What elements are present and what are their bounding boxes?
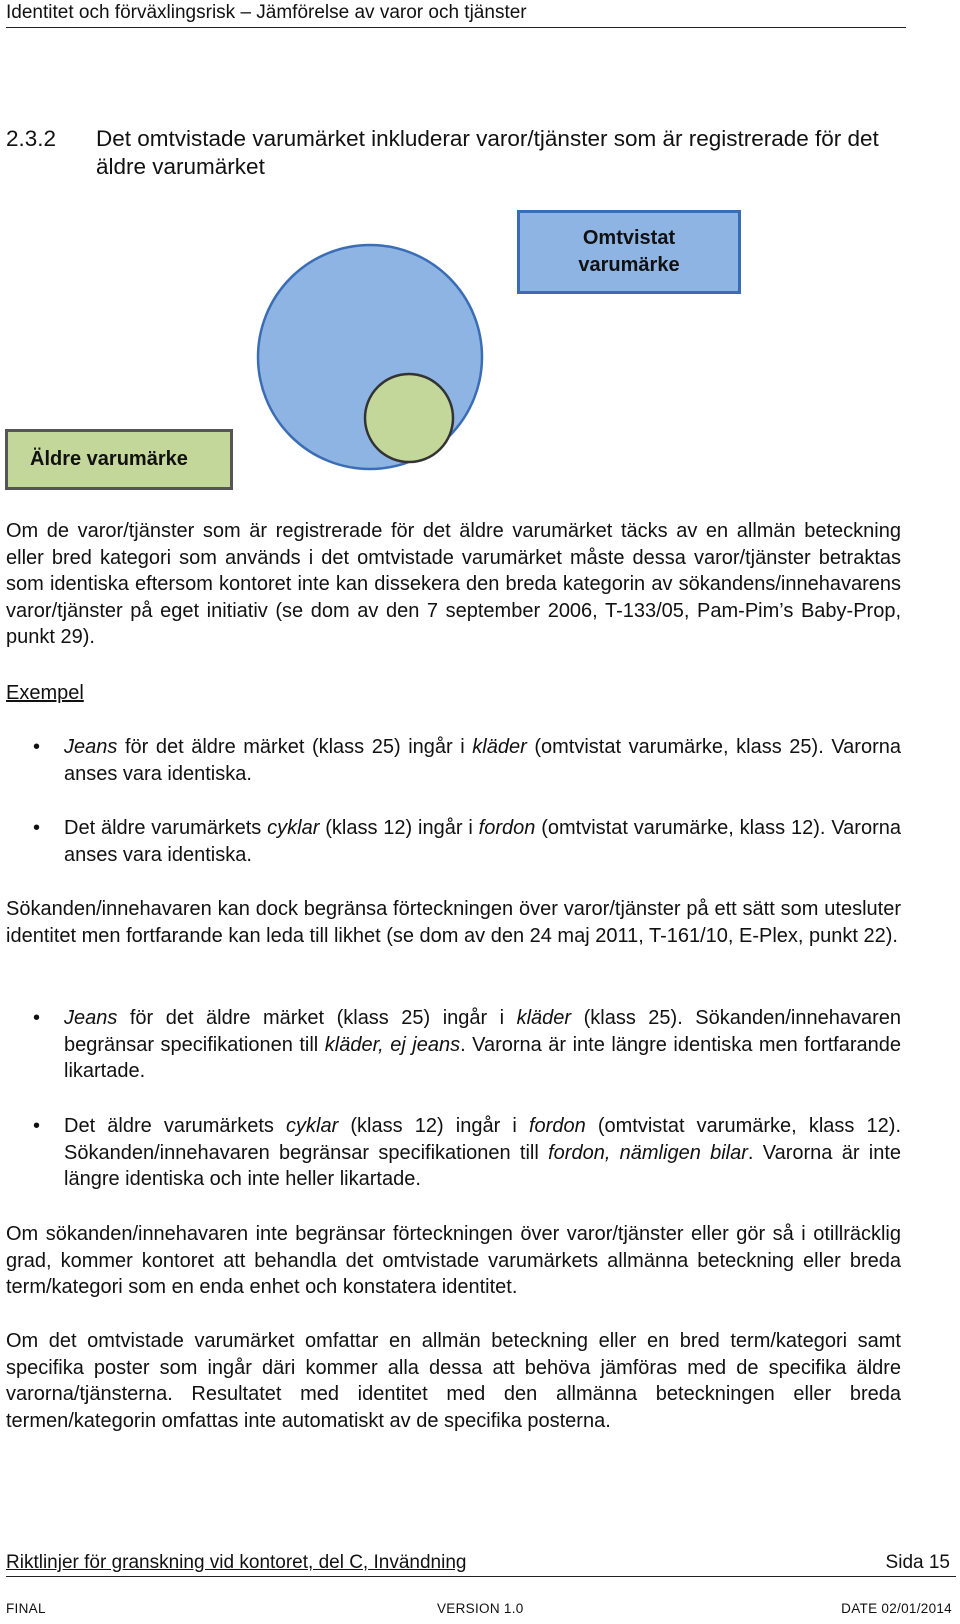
paragraph-2: Sökanden/innehavaren kan dock begränsa förteckningen över varor/tjänster på ett sätt som utesluter identitet men fortfarande kan leda till likhet (se dom av den 24 maj 2011, T-161/10, E-Plex, punkt 22). <box>6 898 901 947</box>
bullet: • <box>33 1115 41 1137</box>
section-number: 2.3.2 <box>6 126 57 151</box>
footer-date: DATE 02/01/2014 <box>841 1601 952 1616</box>
page-number: Sida 15 <box>885 1552 950 1573</box>
paragraph-3: Om sökanden/innehavaren inte begränsar förteckningen över varor/tjänster eller gör så i otillräcklig grad, kommer kontoret att behandla det omtvistade varumärkets allmänna beteckning eller breda term/kategori som en enda enhet och konstatera identitet. <box>6 1223 901 1298</box>
footer-title: Riktlinjer för granskning vid kontoret, del C, Invändning <box>6 1552 467 1573</box>
inner-circle <box>365 374 453 462</box>
example-bullet-1: Jeans för det äldre märket (klass 25) ingår i kläder (omtvistat varumärke, klass 25). Varorna anses vara identiska. <box>64 736 901 785</box>
example-bullet-2: Det äldre varumärkets cyklar (klass 12) ingår i fordon (omtvistat varumärke, klass 12). Varorna anses vara identiska. <box>64 817 901 866</box>
outer-label: Omtvistat varumärke <box>578 227 680 276</box>
running-header: Identitet och förväxlingsrisk – Jämförelse av varor och tjänster <box>6 2 906 28</box>
outer-label-box <box>517 210 741 294</box>
example-heading: Exempel <box>6 682 84 704</box>
bullet: • <box>33 817 41 839</box>
footer-line <box>6 1552 956 1577</box>
section-title: Det omtvistade varumärket inkluderar varor/tjänster som är registrerade för det äldre varumärket <box>96 126 879 179</box>
example-bullet-3: Jeans för det äldre märket (klass 25) ingår i kläder (klass 25). Sökanden/innehavaren begränsar specifikationen till kläder, ej jeans. Varorna är inte längre identiska men fortfarande likartade. <box>64 1007 902 1082</box>
bullet: • <box>33 736 41 758</box>
paragraph-1: Om de varor/tjänster som är registrerade för det äldre varumärket täcks av en allmän beteckning eller bred kategori som används i det omtvistade varumärket måste dessa varor/tjänster betraktas som identiska eftersom kontoret inte kan dissekera den breda kategorin av sökandens/innehavarens varor/tjänster på eget initiativ (se dom av den 7 september 2006, T-133/05, Pam-Pim’s Baby-Prop, punkt 29). <box>6 520 901 648</box>
inner-label-box <box>5 429 233 490</box>
example-bullet-4: Det äldre varumärkets cyklar (klass 12) ingår i fordon (omtvistat varumärke, klass 12). Sökanden/innehavaren begränsar specifikationen till fordon, nämligen bilar. Varorna är inte längre identiska och inte heller likartade. <box>64 1115 902 1190</box>
inner-label: Äldre varumärke <box>30 448 188 470</box>
footer-status: FINAL <box>6 1601 46 1616</box>
footer-version: VERSION 1.0 <box>437 1601 524 1616</box>
paragraph-4: Om det omtvistade varumärket omfattar en allmän beteckning eller en bred term/kategori samt specifika poster som ingår däri kommer alla dessa att behöva jämföras med de specifika äldre varorna/tjänsterna. Resultatet med identitet med den allmänna beteckningen eller breda termen/kategorin omfattas inte automatiskt av de specifika posterna. <box>6 1330 901 1432</box>
bullet: • <box>33 1007 41 1029</box>
section-heading <box>6 125 906 181</box>
